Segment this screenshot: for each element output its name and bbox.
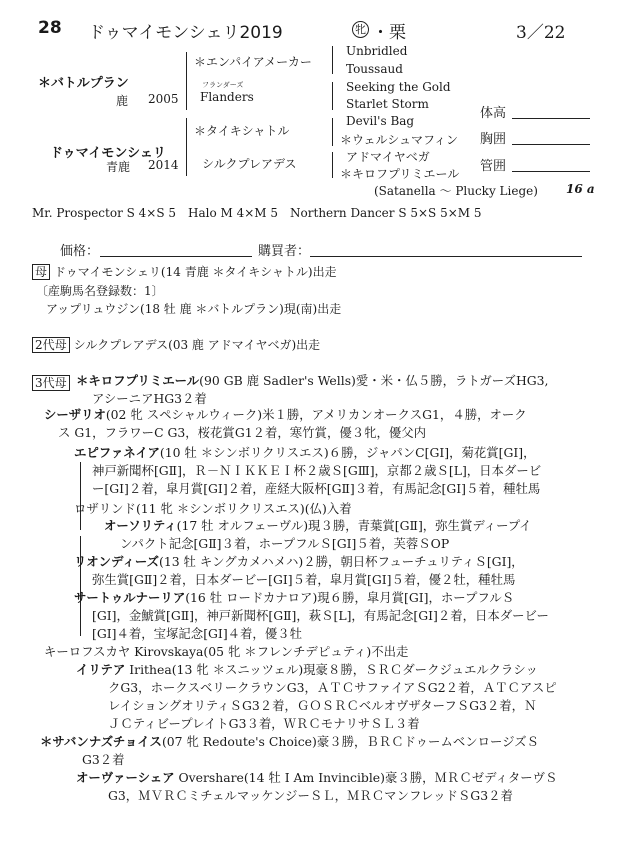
bracket-dd <box>332 152 333 178</box>
sire-year: 2005 <box>148 92 179 106</box>
descendant-record: ンパクト記念[GⅡ]３着，ホープフルＳ[GⅠ]５着，芙蓉ＳOP <box>120 536 450 551</box>
horse-name: ドゥマイモンシェリ2019 <box>88 23 283 43</box>
descendant-record: (13 牡 キングカメハメハ)２勝，朝日杯フューチュリティＳ[GⅠ]， <box>159 554 524 569</box>
dd-sire: アドマイヤベガ <box>346 150 430 164</box>
descendant-line <box>108 787 513 805</box>
descendant-record: [GⅠ]４着，宝塚記念[GⅠ]４着，優３牡 <box>92 626 302 641</box>
descendant-line <box>104 517 532 535</box>
ds-sire: Devil's Bag <box>346 114 415 128</box>
sd-sire: Seeking the Gold <box>346 80 451 94</box>
dam-name: ドゥマイモンシェリ <box>50 146 166 161</box>
descendant-line <box>58 424 426 442</box>
sire-dam-ruby: フランダーズ <box>202 81 244 89</box>
bracket-ds <box>332 118 333 146</box>
ds-dam: ＊ウェルシュマフィン <box>340 133 459 147</box>
buyer-label: 購買者： <box>258 244 311 259</box>
descendant-line <box>108 697 536 715</box>
descendant-line <box>40 733 539 751</box>
sire-name: ＊バトルプラン <box>38 76 129 91</box>
descent-line-2 <box>80 536 81 636</box>
sex-mark <box>352 18 369 38</box>
descendant-record: G3２着 <box>82 752 125 767</box>
descendant-record: (90 GB 鹿 Sadler's Wells)愛・米・仏５勝，ラトガーズHG3, <box>199 373 549 388</box>
descendant-record: (17 牡 オルフェーヴル)現３勝，青葉賞[GⅡ]，弥生賞ディープイ <box>176 518 532 533</box>
descendant-line <box>120 535 449 553</box>
sd-dam: Starlet Storm <box>346 97 429 111</box>
descendant-line <box>92 625 302 643</box>
descendant-name: オーヴァーシェア <box>76 770 175 785</box>
descendant-line <box>92 571 515 589</box>
descendant-name: オーソリティ <box>104 518 177 533</box>
descendant-line <box>76 769 557 787</box>
descendant-name: シーザリオ <box>44 407 106 422</box>
descendant-record: ロザリンド(11 牝 ＊シンボリクリスエス)(仏)入着 <box>74 501 352 516</box>
descendant-line <box>108 679 557 697</box>
descendant-line <box>74 444 536 462</box>
second-dam-text: シルクプレアデス(03 鹿 アドマイヤベガ)出走 <box>73 338 321 352</box>
chest-line <box>512 144 590 145</box>
inbreeding: Mr. Prospector S 4×S 5 Halo M 4×M 5 Northern Dancer S 5×S 5×M 5 <box>32 206 482 220</box>
lot-number: 28 <box>38 18 62 38</box>
price-label: 価格： <box>60 244 100 259</box>
descendant-line <box>74 553 524 571</box>
third-dam-badge-wrap <box>32 375 74 391</box>
buyer-line <box>310 256 582 257</box>
descendant-record: (07 牝 Redoute's Choice)豪３勝，ＢＲＣドゥームベンロージズＳ <box>161 734 539 749</box>
descendant-record: アシーニアHG3２着 <box>92 391 207 406</box>
chest-label: 胸囲 <box>480 132 507 147</box>
coat-color: ・栗 <box>372 23 406 43</box>
descendant-line <box>92 480 540 498</box>
second-dam-badge: 2代母 <box>32 337 70 353</box>
descendant-line <box>92 462 541 480</box>
dam-section <box>32 263 337 280</box>
sire-color: 鹿 <box>116 94 129 108</box>
descendant-record: ー[GⅠ]２着，皐月賞[GⅠ]２着，産経大阪杯[GⅡ]３着，有馬記念[GⅠ]５着，種牡馬 <box>92 481 541 496</box>
dam-sire: ＊タイキシャトル <box>194 124 290 138</box>
dam-foal: アップリュウジン(18 牡 鹿 ＊バトルプラン)現(南)出走 <box>46 302 342 316</box>
ss-dam: Toussaud <box>346 62 403 76</box>
descendant-record: [GⅠ]，金鯱賞[GⅡ]，神戸新聞杯[GⅡ]，萩Ｓ[L]，有馬記念[GⅠ]２着，日本ダービー <box>92 608 549 623</box>
cannon-label: 管囲 <box>480 159 507 174</box>
descendant-name: イリテア <box>76 662 126 677</box>
dam-dam: シルクプレアデス <box>202 157 297 171</box>
descendant-record: クG3，ホークスベリークラウンG3，ＡＴＣサファイアＳG2２着，ＡＴＣアスピ <box>108 680 557 695</box>
descendant-record: ＪＣティビープレイトG3３着，ＷＲＣモナリサＳＬ３着 <box>108 716 420 731</box>
dd-dam-parents: (Satanella 〜 Plucky Liege) <box>374 184 538 198</box>
descendant-line <box>74 589 514 607</box>
family-number: 16 a <box>566 182 595 196</box>
descendant-name: リオンディーズ <box>74 554 159 569</box>
height-line <box>512 118 590 119</box>
bracket-sire <box>186 52 187 110</box>
sex-mark-circle: 牝 <box>352 21 369 38</box>
descendant-record: 神戸新聞杯[GⅡ]，Ｒ－ＮＩＫＫＥＩ杯２歳Ｓ[GⅢ]，京都２歳Ｓ[L]，日本ダービ <box>92 463 542 478</box>
bracket-dam <box>186 118 187 176</box>
descendant-record: 弥生賞[GⅡ]２着，日本ダービー[GⅠ]５着，皐月賞[GⅠ]５着，優２牡，種牡馬 <box>92 572 516 587</box>
descendant-line <box>76 661 538 679</box>
descendant-name: ＊キロフプリミエール <box>76 373 200 388</box>
descendant-line <box>92 607 549 625</box>
descendant-record: レイショングオリティＳG3２着，ＧＯＳＲＣベルオヴザターフＳG3２着，Ｎ <box>108 698 537 713</box>
height-label: 体高 <box>480 106 507 121</box>
dam-badge: 母 <box>32 264 50 280</box>
descendant-record: キーロフスカヤ Kirovskaya(05 牝 ＊フレンチデピュティ)不出走 <box>44 644 409 659</box>
descendant-record: ス G1，フラワーC G3，桜花賞G1２着，寒竹賞，優３牝，優父内 <box>58 425 427 440</box>
descendant-record: (02 牝 スペシャルウィーク)米１勝，アメリカンオークスG1，４勝，オーク <box>105 407 527 422</box>
cannon-line <box>512 171 590 172</box>
sire-dam: Flanders <box>200 90 254 104</box>
descendant-record: (10 牡 ＊シンボリクリスエス)６勝，ジャパンC[GⅠ]，菊花賞[GⅠ]， <box>159 445 536 460</box>
descendant-record: Overshare(14 牡 I Am Invincible)豪３勝，ＭＲＣゼディターヴＳ <box>174 770 558 785</box>
second-dam-section <box>32 336 320 353</box>
dam-year: 2014 <box>148 158 179 172</box>
descendant-name: ＊サバンナズチョイス <box>40 734 162 749</box>
descendant-record: (16 牡 ロードカナロア)現６勝，皐月賞[GⅠ]，ホープフルＳ <box>185 590 515 605</box>
descendant-name: サートゥルナーリア <box>74 590 186 605</box>
bracket-sd <box>332 82 333 110</box>
descendant-line <box>82 751 125 769</box>
descendant-line <box>74 500 352 518</box>
birth-date: 3／22 <box>516 23 566 43</box>
descendant-line <box>108 715 420 733</box>
bracket-ss <box>332 46 333 74</box>
descendant-line <box>44 643 408 661</box>
descendant-line <box>44 406 527 424</box>
descendant-record: G3，ＭＶＲＣミチェルマッケンジーＳＬ，ＭＲＣマンフレッドＳG3２着 <box>108 788 513 803</box>
descendant-line <box>76 372 549 390</box>
price-line <box>100 256 252 257</box>
ss-sire: Unbridled <box>346 44 408 58</box>
third-dam-badge: 3代母 <box>32 375 70 391</box>
dam-color: 青鹿 <box>106 160 131 174</box>
descendant-record: Irithea(13 牝 ＊スニッツェル)現豪８勝，ＳＲＣダークジュエルクラシッ <box>125 662 538 677</box>
sire-sire: ＊エンパイアメーカー <box>194 55 312 69</box>
descent-line-1 <box>80 462 81 530</box>
dam-foal-count: 〔産駒馬名登録数：1〕 <box>36 284 164 298</box>
descendant-name: エピファネイア <box>74 445 160 460</box>
dd-dam: ＊キロフプリミエール <box>340 167 460 181</box>
dam-text: ドゥマイモンシェリ(14 青鹿 ＊タイキシャトル)出走 <box>54 265 337 279</box>
